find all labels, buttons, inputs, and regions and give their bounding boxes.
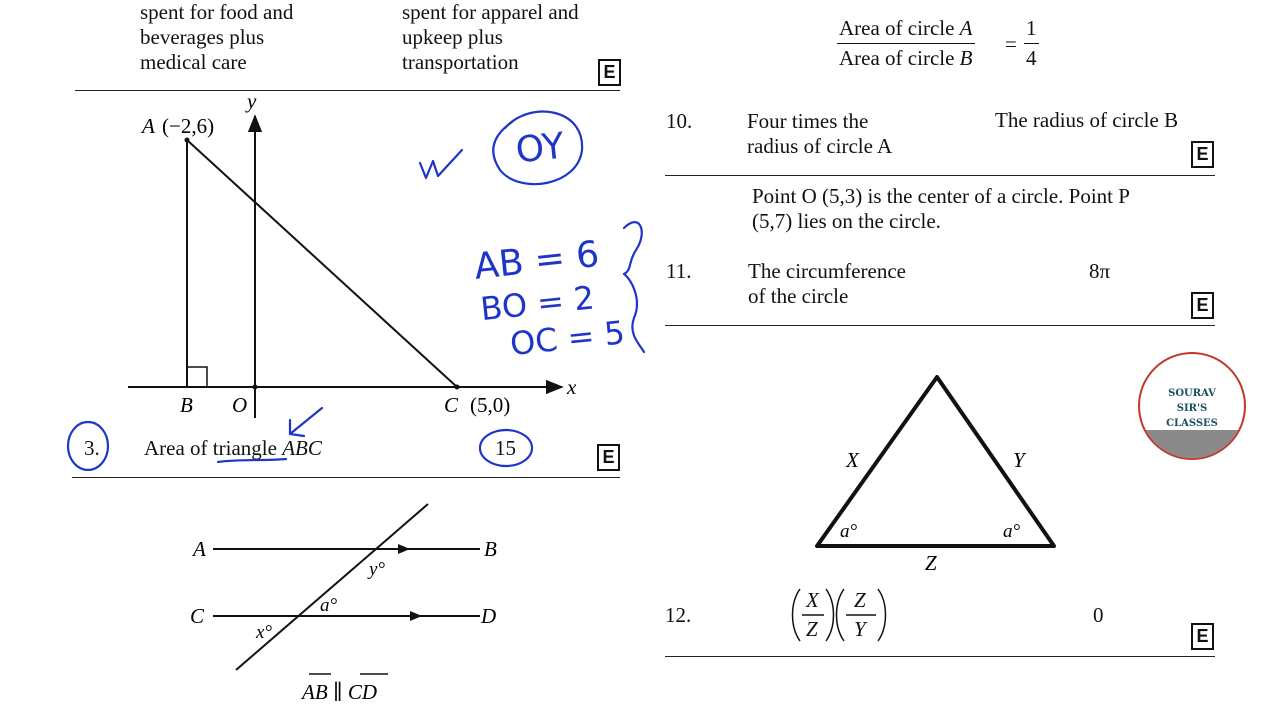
handwritten-oc: OC = 5 <box>508 313 627 364</box>
label-a: A <box>142 114 155 138</box>
q3-number: 3. <box>84 436 100 460</box>
label-b: B <box>484 537 497 561</box>
divider <box>665 325 1215 326</box>
q3-text: Area of triangle ABC <box>144 436 322 460</box>
sourav-sirs-classes-logo: SOURAV SIR'S CLASSES <box>1138 352 1246 460</box>
given-fraction: Area of circle A Area of circle B <box>839 16 973 70</box>
q11-col-a: The circumference of the circle <box>748 259 906 308</box>
q3-number-circle <box>68 422 108 470</box>
q11-info: Point O (5,3) is the center of a circle. Point P (5,7) lies on the circle. <box>752 184 1130 233</box>
q12-f2-den: Y <box>854 617 866 641</box>
label-o: O <box>232 393 248 417</box>
q10-col-b: The radius of circle B <box>995 108 1179 132</box>
coord-c: (5,0) <box>470 393 511 417</box>
top-left-text: spent for food and beverages plus medical care <box>140 0 294 74</box>
label-d: D <box>481 604 497 628</box>
angle-right-label: a° <box>1003 521 1021 542</box>
q12-f1-den: Z <box>806 617 818 641</box>
answer-box-e: E <box>598 59 621 86</box>
side-y-label: Y <box>1013 448 1025 472</box>
ratio-fraction: $\frac{1}{4}$ <box>1026 16 1037 70</box>
label-b: B <box>180 393 193 417</box>
triangle-figure <box>780 360 1100 580</box>
coord-a: (−2,6) <box>162 114 215 138</box>
answer-box-e: E <box>1191 141 1214 168</box>
triangle-underline <box>218 459 286 462</box>
q11-number: 11. <box>666 259 692 283</box>
handwritten-tick <box>420 150 462 178</box>
angle-y: y° <box>369 559 386 580</box>
q3-answer: 15 <box>495 436 516 460</box>
label-y-axis: y <box>247 89 257 113</box>
divider <box>665 656 1215 657</box>
label-c: C <box>190 604 205 628</box>
angle-a: a° <box>320 595 338 616</box>
label-x-axis: x <box>567 375 577 399</box>
side-z-label: Z <box>925 551 937 575</box>
answer-box-e: E <box>1191 292 1214 319</box>
handwritten-arrow <box>290 408 322 436</box>
top-right-text: spent for apparel and upkeep plus transportation <box>402 0 579 74</box>
q12-expression <box>790 585 890 645</box>
q12-f1-num: X <box>806 588 819 612</box>
handwritten-ab: AB = 6 <box>472 233 602 288</box>
q3-answer-circle <box>480 430 532 466</box>
handwritten-bo: BO = 2 <box>478 278 597 329</box>
angle-left-label: a° <box>840 521 858 542</box>
handwritten-brace <box>624 222 644 352</box>
equals-sign: = <box>1005 32 1017 56</box>
q10-number: 10. <box>666 109 693 133</box>
q12-col-b: 0 <box>1093 603 1104 627</box>
q10-col-a: Four times the radius of circle A <box>747 109 893 158</box>
angle-x: x° <box>256 622 273 643</box>
handwritten-oy: OY <box>513 125 567 172</box>
q12-f2-num: Z <box>854 588 866 612</box>
answer-box-e: E <box>597 444 620 471</box>
label-a: A <box>193 537 206 561</box>
label-c: C <box>444 393 459 417</box>
side-x-label: X <box>846 448 859 472</box>
q12-number: 12. <box>665 603 692 627</box>
parallel-caption: AB ∥ CD <box>302 680 378 704</box>
q11-col-b: 8π <box>1089 259 1111 283</box>
divider <box>665 175 1215 176</box>
answer-box-e: E <box>1191 623 1214 650</box>
